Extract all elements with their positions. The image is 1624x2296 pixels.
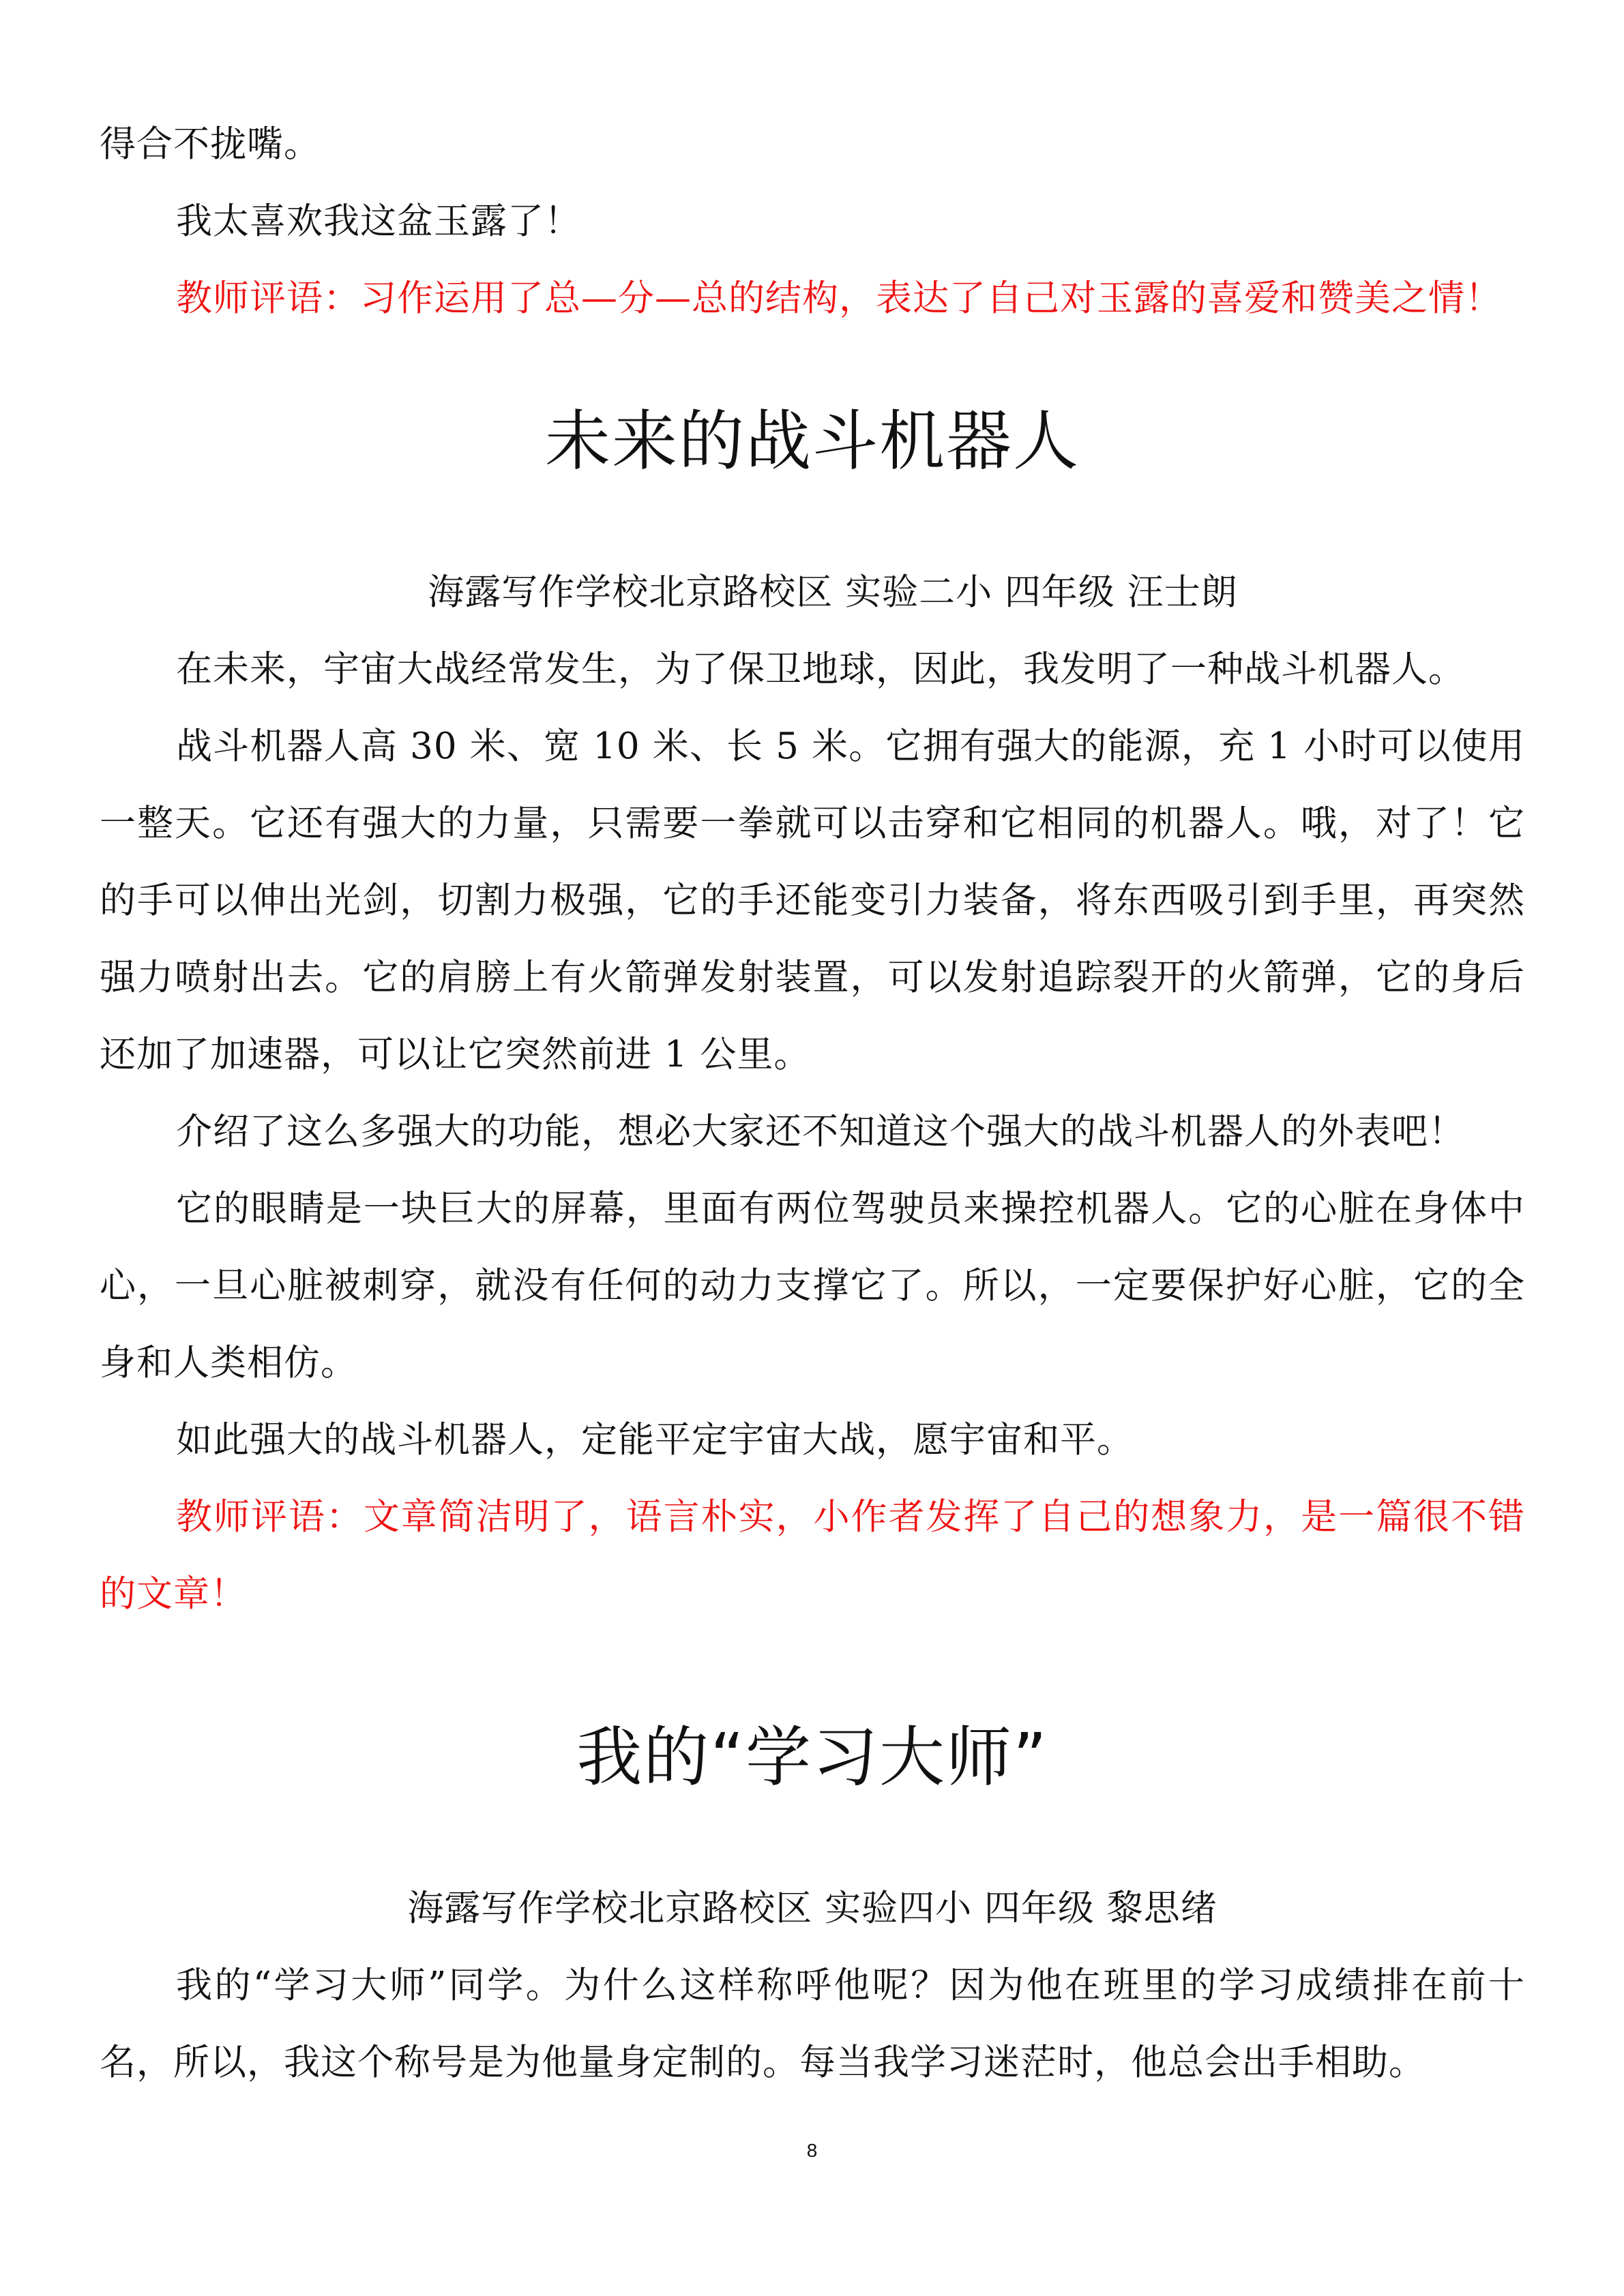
body-paragraph: 战斗机器人高 30 米、宽 10 米、长 5 米。它拥有强大的能源，充 1 小时可以使用一整天。它还有强大的力量，只需要一拳就可以击穿和它相同的机器人。哦，对了！它的手可以伸出光剑，切割力极强，它的手还能变引力装备，将东西吸引到手里，再突然强力喷射出去。它的肩膀上有火箭弹发射装置，可以发射追踪裂开的火箭弹，它的身后还加了加速器，可以让它突然前进 1 公里。 (100, 726, 1525, 1075)
teacher-comment: 教师评语：文章简洁明了，语言朴实，小作者发挥了自己的想象力，是一篇很不错的文章！ (100, 1496, 1525, 1615)
closing-paragraph: 我太喜欢我这盆玉露了！ (176, 200, 581, 242)
document-page (100, 106, 1525, 2101)
page-number: 8 (806, 2140, 818, 2161)
author-byline: 海露写作学校北京路校区 实验四小 四年级 黎思绪 (407, 1888, 1217, 1929)
body-paragraph: 如此强大的战斗机器人，定能平定宇宙大战，愿宇宙和平。 (176, 1419, 1134, 1461)
body-paragraph: 在未来，宇宙大战经常发生，为了保卫地球，因此，我发明了一种战斗机器人。 (176, 648, 1465, 690)
article-title: 未来的战斗机器人 (545, 403, 1080, 479)
body-paragraph: 我的“学习大师”同学。为什么这样称呼他呢？因为他在班里的学习成绩排在前十名，所以，我这个称号是为他量身定制的。每当我学习迷茫时，他总会出手相助。 (100, 1965, 1525, 2083)
body-paragraph: 介绍了这么多强大的功能，想必大家还不知道这个强大的战斗机器人的外表吧！ (176, 1111, 1465, 1152)
author-byline: 海露写作学校北京路校区 实验二小 四年级 汪士朗 (428, 571, 1238, 613)
body-paragraph: 它的眼睛是一块巨大的屏幕，里面有两位驾驶员来操控机器人。它的心脏在身体中心，一旦心脏被刺穿，就没有任何的动力支撑它了。所以，一定要保护好心脏，它的全身和人类相仿。 (100, 1188, 1525, 1384)
article-title: 我的“学习大师” (576, 1719, 1048, 1795)
teacher-comment: 教师评语：习作运用了总—分—总的结构，表达了自己对玉露的喜爱和赞美之情！ (176, 278, 1502, 319)
continued-paragraph: 得合不拢嘴。 (100, 123, 321, 165)
